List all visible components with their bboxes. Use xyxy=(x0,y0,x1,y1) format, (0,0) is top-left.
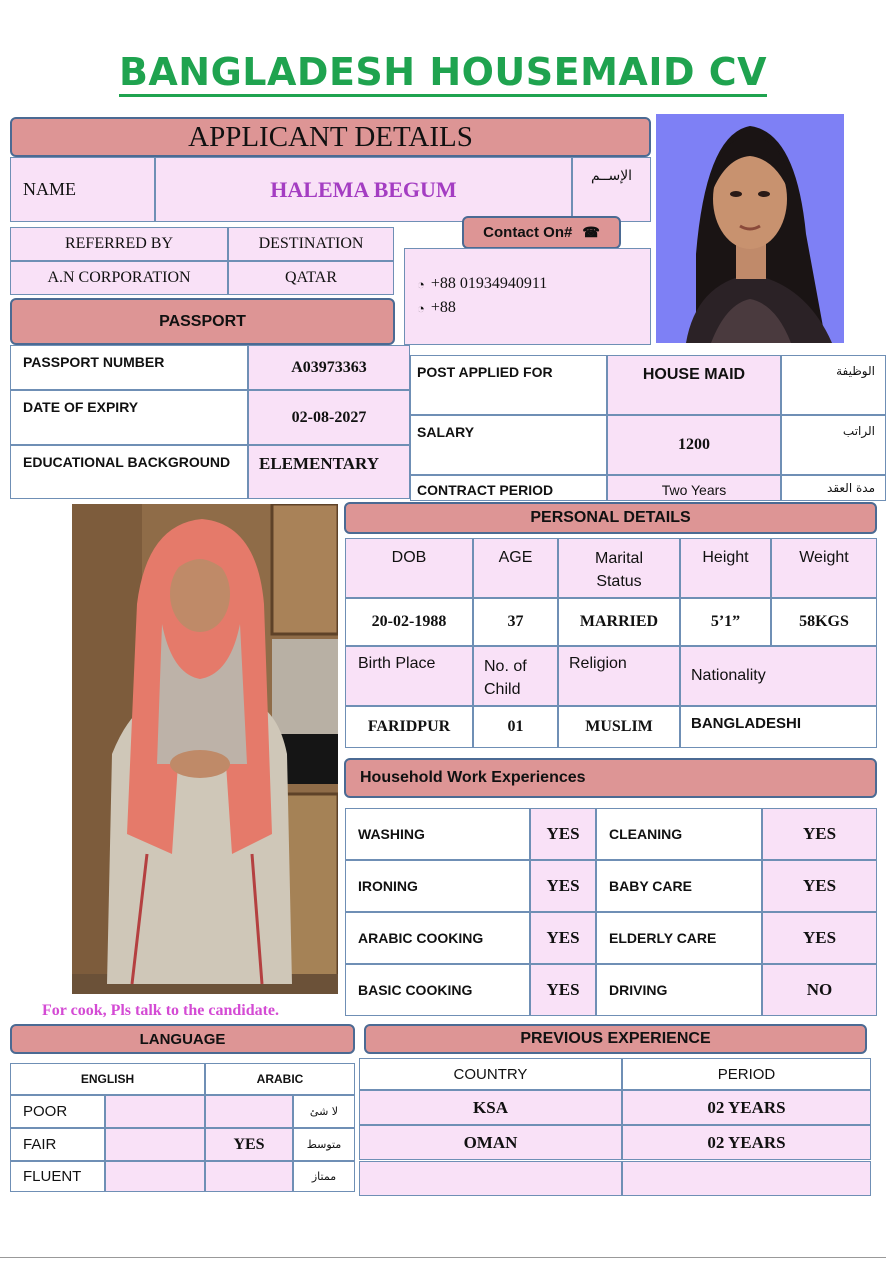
period-header: PERIOD xyxy=(717,1065,776,1083)
passport-number-label-cell xyxy=(10,345,248,390)
salary-label-cell xyxy=(410,415,607,475)
work-task-left-cell xyxy=(345,860,530,912)
poor-label: POOR xyxy=(23,1103,68,1120)
household-work-header: Household Work Experiences xyxy=(344,758,877,798)
nationality-value: BANGLADESHI xyxy=(691,715,802,732)
work-task-left: WASHING xyxy=(358,826,425,842)
previous-period-cell xyxy=(622,1090,871,1125)
post-arabic-cell xyxy=(781,355,886,415)
religion-value-cell xyxy=(558,706,680,748)
poor-ar-label: لا شئ xyxy=(309,1105,339,1118)
contract-label-cell xyxy=(410,475,607,501)
phone-row-2 xyxy=(417,299,456,317)
work-value-right: YES xyxy=(802,824,837,843)
work-value-right-cell xyxy=(762,912,877,964)
nationality-value-cell xyxy=(680,706,877,748)
religion-value: MUSLIM xyxy=(585,718,653,735)
contract-label: CONTRACT PERIOD xyxy=(417,482,554,498)
expiry-label: DATE OF EXPIRY xyxy=(23,399,139,415)
salary-arabic-cell xyxy=(781,415,886,475)
work-value-right-cell xyxy=(762,964,877,1016)
passport-header: PASSPORT xyxy=(10,298,395,345)
phone-icon: ☎ xyxy=(582,224,600,240)
fair-ar-label-cell xyxy=(293,1128,355,1161)
religion-label-cell xyxy=(558,646,680,706)
work-task-right: CLEANING xyxy=(609,826,683,842)
previous-period: 02 YEARS xyxy=(707,1132,786,1152)
arabic-header-cell xyxy=(205,1063,355,1095)
marital-label-cell xyxy=(558,538,680,598)
work-value-left-cell xyxy=(530,912,596,964)
country-header: COUNTRY xyxy=(453,1065,528,1083)
birthplace-label: Birth Place xyxy=(358,655,436,672)
work-task-left: BASIC COOKING xyxy=(358,982,473,998)
fair-label: FAIR xyxy=(23,1136,57,1153)
phone-1: +88 01934940911 xyxy=(430,275,548,292)
fair-english-cell xyxy=(105,1128,205,1161)
dob-label: DOB xyxy=(391,549,427,566)
children-label: No. of Child xyxy=(484,658,527,698)
work-value-right: YES xyxy=(802,928,837,947)
marital-value-cell xyxy=(558,598,680,646)
fluent-arabic-cell xyxy=(205,1161,293,1192)
work-value-left-cell xyxy=(530,808,596,860)
expiry-value-cell xyxy=(248,390,410,445)
contract-arabic-cell xyxy=(781,475,886,501)
education-value-cell xyxy=(248,445,410,499)
previous-empty-country-cell xyxy=(359,1161,622,1196)
fair-arabic-value: YES xyxy=(233,1135,265,1153)
work-task-left-cell xyxy=(345,808,530,860)
birthplace-value: FARIDPUR xyxy=(367,718,451,735)
expiry-label-cell xyxy=(10,390,248,445)
dob-label-cell xyxy=(345,538,473,598)
education-label: EDUCATIONAL BACKGROUND xyxy=(23,454,231,470)
post-label: POST APPLIED FOR xyxy=(417,364,553,380)
age-label: AGE xyxy=(498,549,533,566)
passport-number-label: PASSPORT NUMBER xyxy=(23,354,165,370)
work-task-right-cell xyxy=(596,808,762,860)
work-value-right-cell xyxy=(762,808,877,860)
age-label-cell xyxy=(473,538,558,598)
work-task-right: DRIVING xyxy=(609,982,668,998)
passport-number: A03973363 xyxy=(291,358,367,376)
work-value-left: YES xyxy=(546,980,580,999)
fair-arabic-cell xyxy=(205,1128,293,1161)
contract-arabic: مدة العقد xyxy=(827,481,875,495)
phone-circle-icon: ◔ xyxy=(417,276,425,292)
destination-label: DESTINATION xyxy=(258,235,364,252)
work-task-right-cell xyxy=(596,860,762,912)
marital-label: Marital Status xyxy=(594,550,643,590)
passport-number-value-cell xyxy=(248,345,410,390)
fluent-label-cell xyxy=(10,1161,105,1192)
poor-label-cell xyxy=(10,1095,105,1128)
work-task-right-cell xyxy=(596,912,762,964)
previous-period: 02 YEARS xyxy=(707,1097,786,1117)
work-value-right: NO xyxy=(806,980,833,999)
height-value-cell xyxy=(680,598,771,646)
english-header: ENGLISH xyxy=(80,1072,135,1086)
contact-box xyxy=(404,248,651,345)
phone-2: +88 xyxy=(430,299,456,316)
arabic-header: ARABIC xyxy=(256,1072,304,1086)
fluent-label: FLUENT xyxy=(23,1168,82,1185)
contract-value-cell xyxy=(607,475,781,501)
height-label-cell xyxy=(680,538,771,598)
expiry-date: 02-08-2027 xyxy=(291,408,367,426)
work-task-left-cell xyxy=(345,912,530,964)
salary-value: 1200 xyxy=(678,436,710,453)
salary-arabic: الراتب xyxy=(842,424,875,438)
language-header: LANGUAGE xyxy=(10,1024,355,1054)
destination-value-cell xyxy=(228,261,394,295)
previous-country: KSA xyxy=(473,1097,508,1117)
post-arabic: الوظيفة xyxy=(836,364,875,378)
post-label-cell xyxy=(410,355,607,415)
phone-circle-icon: ◔ xyxy=(417,300,425,316)
bottom-divider xyxy=(0,1257,886,1258)
education-label-cell xyxy=(10,445,248,499)
work-task-right: BABY CARE xyxy=(609,878,692,894)
weight-value-cell xyxy=(771,598,877,646)
education-value: ELEMENTARY xyxy=(259,454,379,473)
salary-label: SALARY xyxy=(417,424,475,440)
destination-value: QATAR xyxy=(284,269,338,286)
nationality-label-cell xyxy=(680,646,877,706)
dob-value-cell xyxy=(345,598,473,646)
previous-country: OMAN xyxy=(463,1132,518,1152)
contract-value: Two Years xyxy=(661,482,727,498)
work-task-left-cell xyxy=(345,964,530,1016)
name-value-cell xyxy=(155,157,572,222)
destination-label-cell xyxy=(228,227,394,261)
poor-english-cell xyxy=(105,1095,205,1128)
referred-label: REFERRED BY xyxy=(64,235,173,252)
name-label: NAME xyxy=(23,179,76,199)
previous-experience-header: PREVIOUS EXPERIENCE xyxy=(364,1024,867,1054)
name-arabic-label: الإســم xyxy=(590,168,633,184)
work-value-left: YES xyxy=(546,928,580,947)
applicant-portrait-photo xyxy=(656,114,844,343)
fluent-ar-label-cell xyxy=(293,1161,355,1192)
weight-label-cell xyxy=(771,538,877,598)
post-value: HOUSE MAID xyxy=(642,366,746,383)
referred-value-cell xyxy=(10,261,228,295)
age-value-cell xyxy=(473,598,558,646)
previous-country-cell xyxy=(359,1090,622,1125)
work-task-right: ELDERLY CARE xyxy=(609,930,717,946)
fluent-ar-label: ممتاز xyxy=(311,1170,337,1183)
salary-value-cell xyxy=(607,415,781,475)
fair-label-cell xyxy=(10,1128,105,1161)
name-label-cell xyxy=(10,157,155,222)
birthplace-value-cell xyxy=(345,706,473,748)
page-title xyxy=(0,50,886,94)
height-label: Height xyxy=(702,549,749,566)
fluent-english-cell xyxy=(105,1161,205,1192)
work-value-left-cell xyxy=(530,964,596,1016)
nationality-label: Nationality xyxy=(691,667,766,684)
country-header-cell xyxy=(359,1058,622,1090)
age-value: 37 xyxy=(507,613,524,630)
period-header-cell xyxy=(622,1058,871,1090)
work-task-left: IRONING xyxy=(358,878,418,894)
religion-label: Religion xyxy=(569,655,627,672)
weight-label: Weight xyxy=(799,549,849,566)
children-label-cell xyxy=(473,646,558,706)
previous-empty-period-cell xyxy=(622,1161,871,1196)
phone-row-1 xyxy=(417,275,547,293)
children-value: 01 xyxy=(507,718,524,735)
cook-note: For cook, Pls talk to the candidate. xyxy=(42,1002,280,1019)
applicant-details-header: APPLICANT DETAILS xyxy=(10,117,651,157)
work-value-right: YES xyxy=(802,876,837,895)
previous-country-cell xyxy=(359,1125,622,1160)
contact-header xyxy=(462,216,621,249)
weight-value: 58KGS xyxy=(799,613,849,630)
work-value-left-cell xyxy=(530,860,596,912)
referred-value: A.N CORPORATION xyxy=(47,269,191,286)
children-value-cell xyxy=(473,706,558,748)
applicant-full-photo xyxy=(72,504,338,994)
work-value-left: YES xyxy=(546,824,580,843)
post-value-cell xyxy=(607,355,781,415)
height-value: 5’1” xyxy=(710,613,741,630)
birthplace-label-cell xyxy=(345,646,473,706)
work-value-right-cell xyxy=(762,860,877,912)
poor-ar-label-cell xyxy=(293,1095,355,1128)
marital-value: MARRIED xyxy=(579,613,659,630)
title-text: BANGLADESH HOUSEMAID CV xyxy=(119,50,767,97)
referred-label-cell xyxy=(10,227,228,261)
english-header-cell xyxy=(10,1063,205,1095)
work-task-right-cell xyxy=(596,964,762,1016)
dob-value: 20-02-1988 xyxy=(371,613,447,630)
personal-details-header: PERSONAL DETAILS xyxy=(344,502,877,534)
work-task-left: ARABIC COOKING xyxy=(358,930,484,946)
applicant-name: HALEMA BEGUM xyxy=(270,176,457,202)
poor-arabic-cell xyxy=(205,1095,293,1128)
fair-ar-label: متوسط xyxy=(306,1138,342,1151)
work-value-left: YES xyxy=(546,876,580,895)
name-arabic-cell xyxy=(572,157,651,222)
previous-period-cell xyxy=(622,1125,871,1160)
contact-label: Contact On# xyxy=(483,224,573,241)
